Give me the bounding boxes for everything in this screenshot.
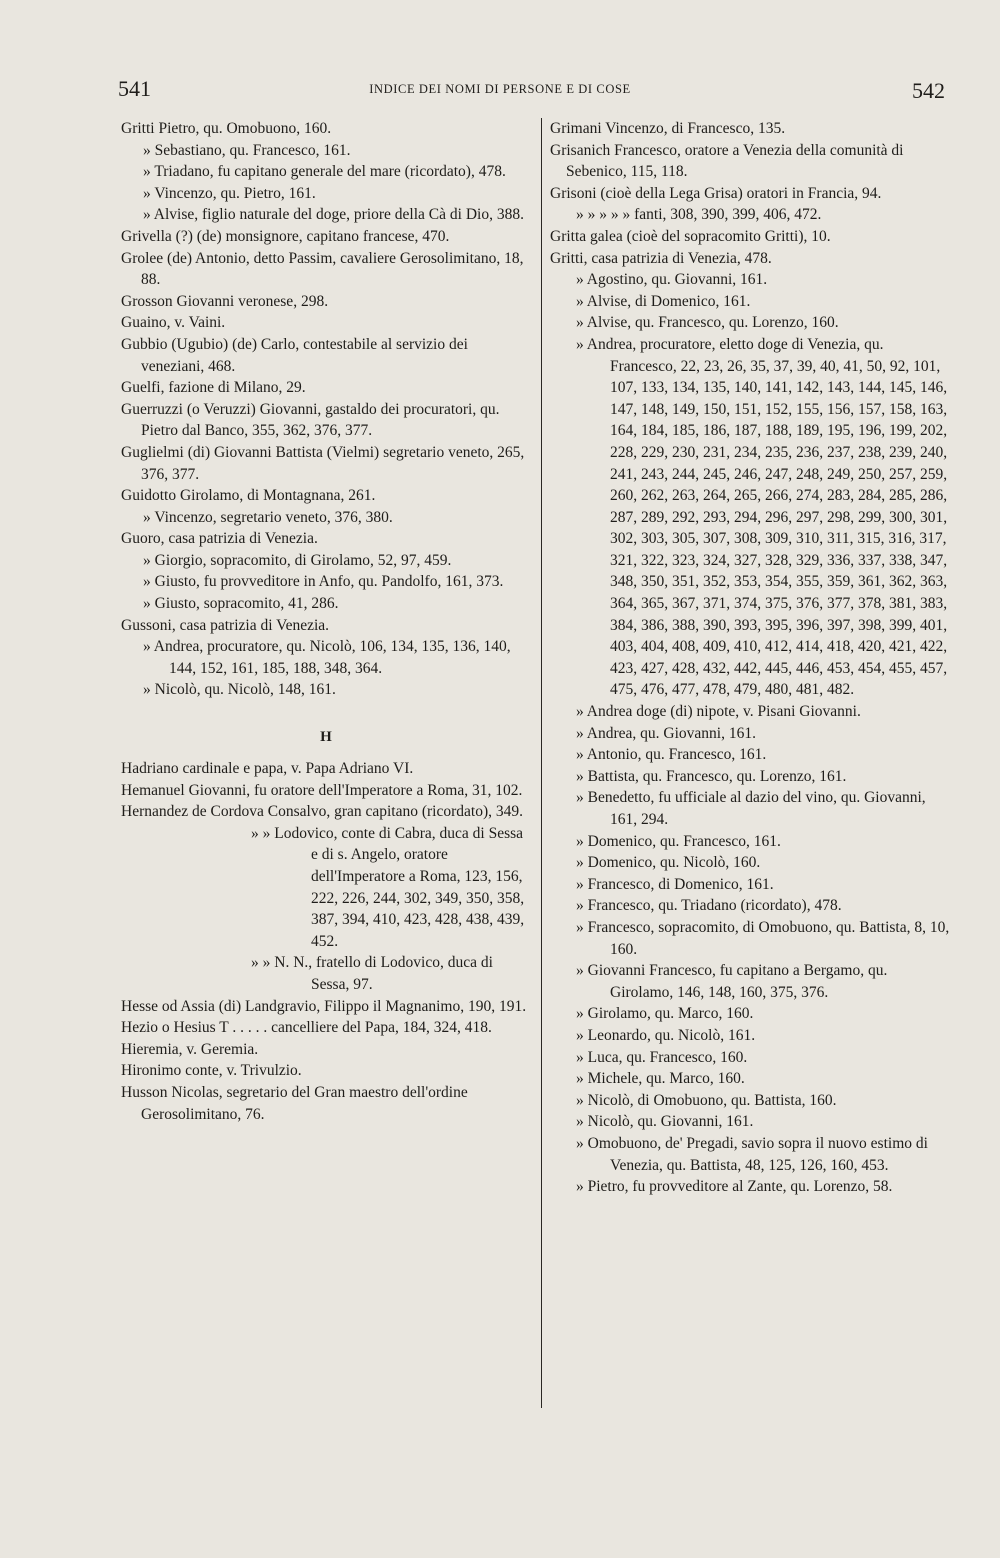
index-subentry: » Alvise, qu. Francesco, qu. Lorenzo, 160.: [576, 314, 839, 332]
index-subentry: » » N. N., fratello di Lodovico, duca di Sessa, 97.: [251, 954, 493, 993]
index-subentry: » Pietro, fu provveditore al Zante, qu. Lorenzo, 58.: [576, 1178, 893, 1196]
index-entry: Grisanich Francesco, oratore a Venezia della comunità di Sebenico, 115, 118.: [550, 141, 904, 181]
index-entry: Gritti Pietro, qu. Omobuono, 160.: [121, 120, 332, 137]
index-subentry: » Benedetto, fu ufficiale al dazio del vino, qu. Giovanni, 161, 294.: [576, 789, 926, 828]
index-entry: Hernandez de Cordova Consalvo, gran capitano (ricordato), 349.: [121, 803, 524, 821]
index-subentry: » Battista, qu. Francesco, qu. Lorenzo, 161.: [576, 767, 847, 785]
running-title: INDICE DEI NOMI DI PERSONE E DI COSE: [369, 82, 631, 96]
index-entry: Guelfi, fazione di Milano, 29.: [121, 379, 306, 397]
index-entry: Guglielmi (di) Giovanni Battista (Vielmi) segretario veneto, 265, 376, 377.: [121, 443, 525, 483]
index-entry: Grisoni (cioè della Lega Grisa) oratori in Francia, 94.: [550, 184, 882, 202]
index-subentry: » Nicolò, qu. Giovanni, 161.: [576, 1113, 754, 1131]
index-entry: Guoro, casa patrizia di Venezia.: [121, 530, 318, 548]
left-index-column: [121, 118, 531, 1125]
index-entry: Husson Nicolas, segretario del Gran maestro dell'ordine Gerosolimitano, 76.: [121, 1083, 468, 1123]
index-subentry: » Michele, qu. Marco, 160.: [576, 1070, 745, 1088]
index-entry: Gussoni, casa patrizia di Venezia.: [121, 616, 330, 634]
right-index-column: [550, 118, 950, 1198]
left-page-number: 541: [118, 76, 151, 101]
index-subentry: » Agostino, qu. Giovanni, 161.: [576, 271, 768, 289]
index-subentry: » Antonio, qu. Francesco, 161.: [576, 746, 767, 764]
index-subentry: » Domenico, qu. Francesco, 161.: [576, 832, 781, 850]
index-entry: Gritti, casa patrizia di Venezia, 478.: [550, 249, 772, 267]
section-gap: [121, 701, 531, 723]
index-subentry: » Vincenzo, qu. Pietro, 161.: [143, 184, 316, 202]
index-entry: Grosson Giovanni veronese, 298.: [121, 292, 329, 310]
index-subentry: » Sebastiano, qu. Francesco, 161.: [143, 141, 351, 159]
index-entry: Grimani Vincenzo, di Francesco, 135.: [550, 120, 786, 137]
index-subentry: » Andrea, qu. Giovanni, 161.: [576, 724, 756, 742]
index-subentry: » Andrea, procuratore, eletto doge di Venezia, qu. Francesco, 22, 23, 26, 35, 37, 39, 40, 41, 50, 92, 101, 107, 133, 134, 135, 140, 141, 142, 143, 144, 145, 146, 147, 148, 149, 150, 151, 152, 155, 156, 157, 158, 163, 164, 184, 185, 186, 187, 188, 189, 195, 196, 199, 202, 228, 229, 230, 231, 234, 235, 236, 237, 238, 239, 240, 241, 243, 244, 245, 246, 247, 248, 249, 250, 257, 259, 260, 262, 263, 264, 265, 266, 274, 283, 284, 285, 286, 287, 289, 292, 293, 294, 296, 297, 298, 299, 300, 301, 302, 303, 305, 307, 308, 309, 310, 311, 315, 316, 317, 321, 322, 323, 324, 327, 328, 329, 336, 337, 338, 347, 348, 350, 351, 352, 353, 354, 355, 359, 361, 362, 363, 364, 365, 367, 371, 374, 375, 376, 377, 378, 381, 383, 384, 386, 388, 390, 393, 395, 396, 397, 398, 399, 401, 403, 404, 408, 409, 410, 412, 414, 418, 420, 421, 422, 423, 427, 428, 432, 442, 445, 446, 453, 454, 455, 457, 475, 476, 477, 478, 479, 480, 481, 482.: [576, 335, 948, 699]
index-entry: Guerruzzi (o Veruzzi) Giovanni, gastaldo dei procuratori, qu. Pietro dal Banco, 355, 362, 376, 377.: [121, 400, 500, 440]
index-subentry: » Triadano, fu capitano generale del mare (ricordato), 478.: [143, 163, 506, 181]
index-subentry: » Andrea, procuratore, qu. Nicolò, 106, 134, 135, 136, 140, 144, 152, 161, 185, 188, 348, 364.: [143, 638, 511, 677]
index-entry: Hadriano cardinale e papa, v. Papa Adriano VI.: [121, 760, 414, 778]
index-entry: Gritta galea (cioè del sopracomito Gritti), 10.: [550, 227, 831, 245]
column-divider: [541, 118, 542, 1408]
index-subentry: » Domenico, qu. Nicolò, 160.: [576, 854, 761, 872]
index-entry: Grolee (de) Antonio, detto Passim, cavaliere Gerosolimitano, 18, 88.: [121, 249, 524, 289]
index-subentry: » » » » » fanti, 308, 390, 399, 406, 472.: [576, 206, 822, 224]
index-subentry: » Vincenzo, segretario veneto, 376, 380.: [143, 508, 393, 526]
index-subentry: » Francesco, qu. Triadano (ricordato), 478.: [576, 897, 842, 915]
index-entry: Guidotto Girolamo, di Montagnana, 261.: [121, 487, 376, 505]
index-entry: Hironimo conte, v. Trivulzio.: [121, 1062, 302, 1080]
index-entry: Hezio o Hesius T . . . . . cancelliere del Papa, 184, 324, 418.: [121, 1019, 492, 1037]
index-subentry: » Francesco, di Domenico, 161.: [576, 875, 774, 893]
index-entry: Gubbio (Ugubio) (de) Carlo, contestabile al servizio dei veneziani, 468.: [121, 335, 468, 375]
index-subentry: » Alvise, di Domenico, 161.: [576, 292, 751, 310]
index-entry: Guaino, v. Vaini.: [121, 314, 226, 332]
index-subentry: » Nicolò, qu. Nicolò, 148, 161.: [143, 681, 336, 699]
index-subentry: » Andrea doge (di) nipote, v. Pisani Giovanni.: [576, 703, 861, 721]
index-entry: Hesse od Assia (di) Landgravio, Filippo il Magnanimo, 190, 191.: [121, 997, 527, 1015]
index-subentry: » Giovanni Francesco, fu capitano a Bergamo, qu. Girolamo, 146, 148, 160, 375, 376.: [576, 962, 888, 1001]
index-subentry: » » Lodovico, conte di Cabra, duca di Sessa e di s. Angelo, oratore dell'Imperatore a Roma, 123, 156, 222, 226, 244, 302, 349, 350, 358, 387, 394, 410, 423, 428, 438, 439, 452.: [251, 824, 525, 950]
index-entry: Hieremia, v. Geremia.: [121, 1040, 259, 1058]
index-subentry: » Leonardo, qu. Nicolò, 161.: [576, 1026, 756, 1044]
right-page-number: 542: [912, 78, 945, 103]
index-subentry: » Giorgio, sopracomito, di Girolamo, 52, 97, 459.: [143, 551, 452, 569]
index-entry: Hemanuel Giovanni, fu oratore dell'Imperatore a Roma, 31, 102.: [121, 781, 523, 799]
section-letter: H: [320, 729, 332, 746]
index-subentry: » Luca, qu. Francesco, 160.: [576, 1048, 748, 1066]
index-subentry: » Francesco, sopracomito, di Omobuono, qu. Battista, 8, 10, 160.: [576, 918, 950, 958]
running-header: [0, 70, 1000, 110]
index-subentry: » Nicolò, di Omobuono, qu. Battista, 160.: [576, 1091, 837, 1109]
index-subentry: » Girolamo, qu. Marco, 160.: [576, 1005, 754, 1023]
index-subentry: » Alvise, figlio naturale del doge, priore della Cà di Dio, 388.: [143, 206, 524, 224]
index-subentry: » Giusto, sopracomito, 41, 286.: [143, 595, 339, 613]
index-subentry: » Giusto, fu provveditore in Anfo, qu. Pandolfo, 161, 373.: [143, 573, 504, 591]
index-subentry: » Omobuono, de' Pregadi, savio sopra il nuovo estimo di Venezia, qu. Battista, 48, 125, 126, 160, 453.: [576, 1134, 928, 1174]
index-entry: Grivella (?) (de) monsignore, capitano francese, 470.: [121, 227, 450, 245]
